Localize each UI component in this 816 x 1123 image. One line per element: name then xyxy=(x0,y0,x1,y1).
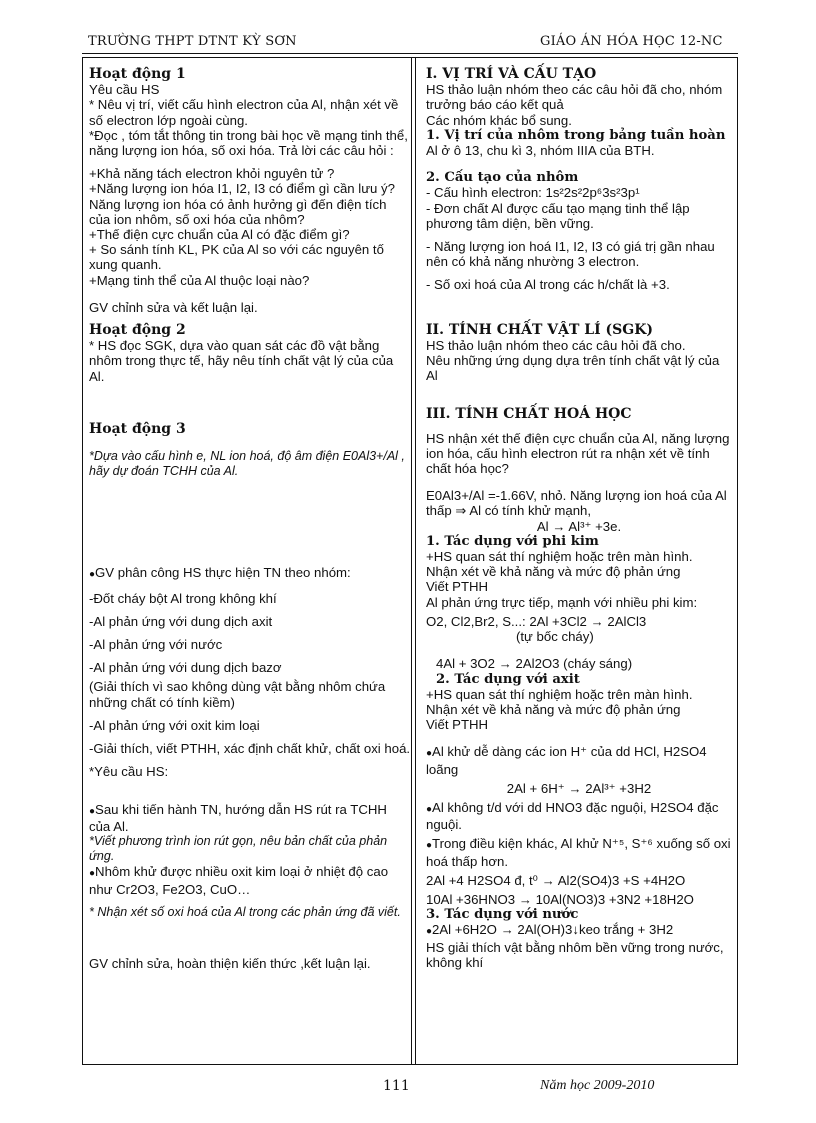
section-3-heading: III. TÍNH CHẤT HOÁ HỌC xyxy=(426,406,632,423)
right-text: ● 2Al +6H2O → 2Al(OH)3↓keo trắng + 3H2 xyxy=(426,922,732,939)
left-text: *Yêu cầu HS: xyxy=(89,764,169,780)
left-text: +Thế điện cực chuẩn của Al có đặc điểm gì? xyxy=(89,227,350,243)
left-text: +Khả năng tách electron khỏi nguyên tử ? xyxy=(89,166,335,182)
left-text: -Al phản ứng với dung dịch bazơ xyxy=(89,660,282,676)
left-text: GV chỉnh sửa và kết luận lại. xyxy=(89,299,258,315)
left-text: GV chỉnh sửa, hoàn thiện kiến thức ,kết luận lại. xyxy=(89,955,371,971)
right-text: Viết PTHH xyxy=(426,717,489,733)
left-text: -Al phản ứng với oxit kim loại xyxy=(89,717,260,733)
activity-2-heading: Hoạt động 2 xyxy=(89,322,186,339)
left-text: * Nêu vị trí, viết cấu hình electron của Al, nhận xét về số electron lớp ngoài cùng. xyxy=(89,97,399,128)
page-number: 111 xyxy=(383,1078,410,1094)
right-text: ● Al không t/d với dd HNO3 đặc nguội, H2SO4 đặc nguội. xyxy=(426,800,732,832)
right-text: Al ở ô 13, chu kì 3, nhóm IIIA của BTH. xyxy=(426,143,655,159)
left-text: -Al phản ứng với dung dịch axit xyxy=(89,613,273,629)
right-text: - Số oxi hoá của Al trong các h/chất là +3. xyxy=(426,277,670,293)
left-text: *Viết phương trình ion rút gọn, nêu bản chất của phản ứng. xyxy=(89,833,388,864)
right-text: - Cấu hình electron: 1s²2s²2p⁶3s²3p¹ xyxy=(426,185,640,201)
right-text: Nhận xét về khả năng và mức độ phản ứng xyxy=(426,701,681,717)
left-column xyxy=(89,67,411,971)
school-year: Năm học 2009-2010 xyxy=(540,1078,655,1093)
section-2-heading: II. TÍNH CHẤT VẬT LÍ (SGK) xyxy=(426,321,654,338)
left-text: (Giải thích vì sao không dùng vật bằng nhôm chứa những chất có tính kiềm) xyxy=(89,679,386,710)
left-text: ● Sau khi tiến hành TN, hướng dẫn HS rút ra TCHH của Al. xyxy=(89,802,411,834)
right-text: Viết PTHH xyxy=(426,579,489,595)
activity-1-heading: Hoạt động 1 xyxy=(89,66,186,82)
left-text: -Đốt cháy bột Al trong không khí xyxy=(89,590,277,606)
right-text: HS nhận xét thế điện cực chuẩn của Al, năng lượng ion hóa, cấu hình electron rút ra nhận xét về tính chất hóa học? xyxy=(426,430,730,477)
header-school: TRƯỜNG THPT DTNT KỲ SƠN xyxy=(88,34,297,49)
subsection-heading: 2. Cấu tạo của nhôm xyxy=(426,170,579,186)
right-text: +HS quan sát thí nghiệm hoặc trên màn hình. xyxy=(426,686,693,702)
left-text: * Nhận xét số oxi hoá của Al trong các phản ứng đã viết. xyxy=(89,904,401,919)
right-text: HS thảo luận nhóm theo các câu hỏi đã cho, nhóm trưởng báo cáo kết quả xyxy=(426,82,723,113)
right-text: Al → Al³⁺ +3e. xyxy=(536,518,622,534)
header-subject: GIÁO ÁN HÓA HỌC 12-NC xyxy=(540,34,723,49)
left-text: +Mạng tinh thể của Al thuộc loại nào? xyxy=(89,272,310,288)
right-text: O2, Cl2,Br2, S...: 2Al +3Cl2 → 2AlCl3 xyxy=(426,613,647,629)
right-text: Các nhóm khác bổ sung. xyxy=(426,112,572,128)
left-text: *Dựa vào cấu hình e, NL ion hoá, độ âm điện E0Al3+/Al , hãy dự đoán TCHH của Al. xyxy=(89,449,405,479)
left-text: ● Nhôm khử được nhiều oxit kim loại ở nhiệt độ cao như Cr2O3, Fe2O3, CuO… xyxy=(89,864,411,896)
right-text: E0Al3+/Al =-1.66V, nhỏ. Năng lượng ion hoá của Al thấp ⇒ Al có tính khử mạnh, xyxy=(426,488,727,519)
column-divider xyxy=(411,57,416,1065)
right-column xyxy=(426,67,732,970)
left-text: +Năng lượng ion hóa I1, I2, I3 có điểm gì cần lưu ý? Năng lượng ion hóa có ảnh hưởng gì đến điện tích của ion nhôm, số oxi hóa của nhôm? xyxy=(89,181,395,227)
right-text: HS thảo luận nhóm theo các câu hỏi đã cho. xyxy=(426,337,686,353)
right-text: ● Al khử dễ dàng các ion H⁺ của dd HCl, H2SO4 loãng xyxy=(426,744,732,776)
right-text: 10Al +36HNO3 → 10Al(NO3)3 +3N2 +18H2O xyxy=(426,891,694,907)
activity-3-heading: Hoạt động 3 xyxy=(89,420,186,437)
right-text: 4Al + 3O2 → 2Al2O3 (cháy sáng) xyxy=(436,656,633,672)
section-1-heading: I. VỊ TRÍ VÀ CẤU TẠO xyxy=(426,66,597,82)
subsection-heading: 1. Tác dụng với phi kim xyxy=(426,533,599,549)
right-text: ● Trong điều kiện khác, Al khử N⁺⁵, S⁺⁶ xuống số oxi hoá thấp hơn. xyxy=(426,836,732,868)
right-text: - Năng lượng ion hoá I1, I2, I3 có giá trị gần nhau nên có khả năng nhường 3 electron. xyxy=(426,239,715,270)
right-text: 2Al + 6H⁺ → 2Al³⁺ +3H2 xyxy=(506,780,652,796)
right-text: - Đơn chất Al được cấu tạo mạng tinh thể lập phương tâm diện, bền vững. xyxy=(426,200,690,231)
subsection-heading: 1. Vị trí của nhôm trong bảng tuần hoàn xyxy=(426,127,726,143)
left-text: -Giải thích, viết PTHH, xác định chất khử, chất oxi hoá. xyxy=(89,741,411,757)
left-text: Yêu cầu HS xyxy=(89,82,160,98)
left-text: ● GV phân công HS thực hiện TN theo nhóm: xyxy=(89,565,411,582)
left-text: + So sánh tính KL, PK của Al so với các nguyên tố xung quanh. xyxy=(89,242,384,273)
right-text: (tự bốc cháy) xyxy=(516,629,594,645)
left-text: -Al phản ứng với nước xyxy=(89,637,223,653)
header-rule xyxy=(82,53,738,54)
right-text: HS giải thích vật bằng nhôm bền vững trong nước, không khí xyxy=(426,939,724,970)
right-text: 2Al +4 H2SO4 đ, t⁰ → Al2(SO4)3 +S +4H2O xyxy=(426,872,686,888)
left-text: *Đọc , tóm tắt thông tin trong bài học về mạng tinh thể, năng lượng ion hóa, số oxi hóa. Trả lời các câu hỏi : xyxy=(89,127,408,159)
subsection-heading: 3. Tác dụng với nước xyxy=(426,907,579,923)
right-text: Nêu những ứng dụng dựa trên tính chất vật lý của Al xyxy=(426,353,720,384)
subsection-heading: 2. Tác dụng với axit xyxy=(436,671,580,687)
right-text: Al phản ứng trực tiếp, mạnh với nhiều phi kim: xyxy=(426,594,698,610)
right-text: +HS quan sát thí nghiệm hoặc trên màn hình. xyxy=(426,549,693,565)
right-text: Nhận xét về khả năng và mức độ phản ứng xyxy=(426,564,681,580)
left-text: * HS đọc SGK, dựa vào quan sát các đồ vật bằng nhôm trong thực tế, hãy nêu tính chất vật lý của của Al. xyxy=(89,338,394,384)
